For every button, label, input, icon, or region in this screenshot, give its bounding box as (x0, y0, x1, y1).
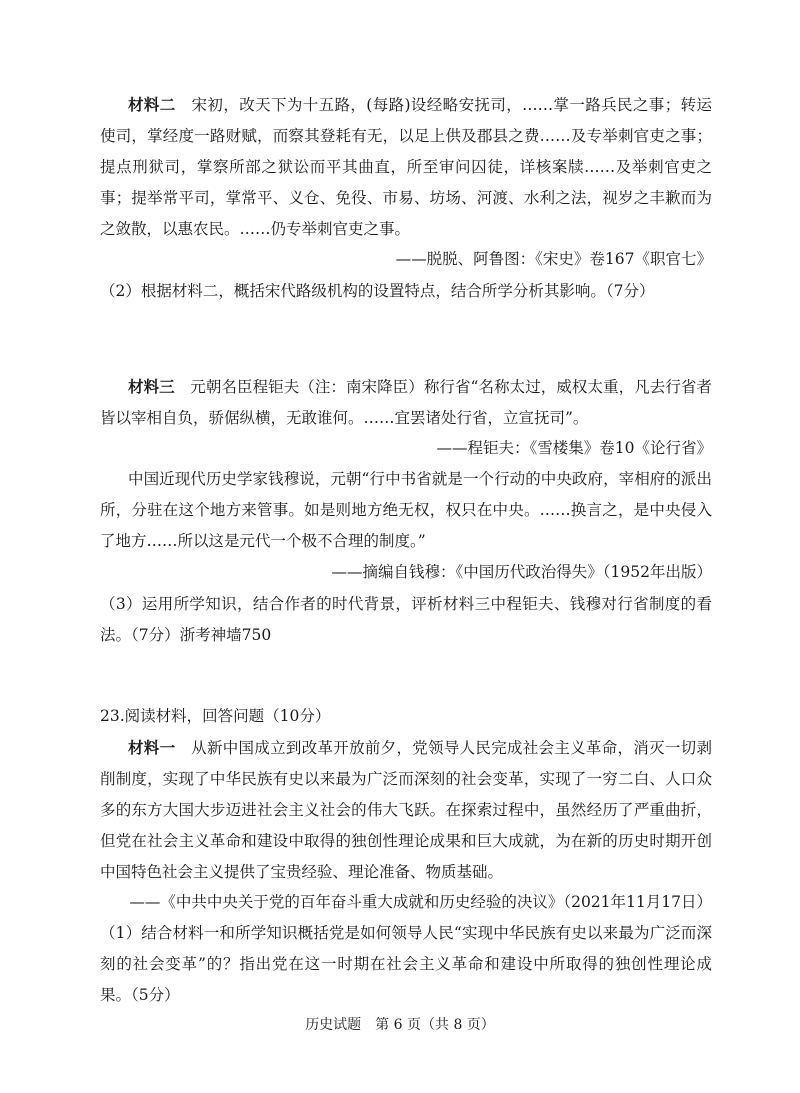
material-1-source: ——《中共中央关于党的百年奋斗重大成就和历史经验的决议》（2021年11月17日） (129, 893, 712, 911)
material-3-paragraph-2: 中国近现代历史学家钱穆说，元朝“行中书省就是一个行动的中央政府，宰相府的派出所，分驻在这个地方来管事。如是则地方绝无权，权只在中央。……换言之，是中央侵入了地方……所以这是元代一个极不合理的制度。” (100, 470, 712, 550)
material-2-text: 宋初，改天下为十五路，(每路)设经略安抚司，……掌一路兵民之事；转运使司，掌经度一路财赋，而察其登耗有无，以足上供及郡县之费……及专举刺官吏之事；提点刑狱司，掌察所部之狱讼而平其曲直，所至审问囚徒，详核案牍……及举刺官吏之事；提举常平司，掌常平、义仓、免役、市易、坊场、河渡、水利之法，视岁之丰歉而为之敛散，以惠农民。……仍专举刺官吏之事。 (100, 96, 712, 238)
question-23-1: （1）结合材料一和所学知识概括党是如何领导人民“实现中华民族有史以来最为广泛而深刻的社会变革”的？指出党在这一时期在社会主义革命和建设中所取得的独创性理论成果。（5分） (100, 924, 712, 1004)
question-2: （2）根据材料二，概括宋代路级机构的设置特点，结合所学分析其影响。（7分） (100, 282, 655, 300)
material-2-source: ——脱脱、阿鲁图：《宋史》卷167《职官七》 (395, 250, 712, 268)
material-2-label: 材料二 (128, 95, 176, 114)
question-23-heading: 23.阅读材料，回答问题（10分） (100, 707, 331, 725)
material-1-text: 从新中国成立到改革开放前夕，党领导人民完成社会主义革命，消灭一切剥削制度，实现了中华民族有史以来最为广泛而深刻的社会变革，实现了一穷二白、人口众多的东方大国大步迈进社会主义社会的伟大飞跃。在探索过程中，虽然经历了严重曲折，但党在社会主义革命和建设中取得的独创性理论成果和巨大成就，为在新的历史时期开创中国特色社会主义提供了宝贵经验、理论准备、物质基础。 (100, 739, 712, 881)
material-3-paragraph-1 (100, 371, 712, 434)
material-2-paragraph (100, 89, 712, 245)
material-3-label: 材料三 (128, 377, 175, 396)
material-1-paragraph (100, 732, 712, 888)
material-1-label: 材料一 (128, 738, 176, 757)
page-footer: 历史试题 第 6 页（共 8 页） (305, 1017, 495, 1033)
question-3: （3）运用所学知识，结合作者的时代背景，评析材料三中程钜夫、钱穆对行省制度的看法。（7分）浙考神墙750 (100, 595, 712, 644)
material-3-source-1: ——程钜夫：《雪楼集》卷10《论行省》 (436, 439, 712, 457)
material-3-source-2: ——摘编自钱穆：《中国历代政治得失》（1952年出版） (331, 563, 712, 581)
material-3-text-1: 元朝名臣程钜夫（注：南宋降臣）称行省“名称太过，威权太重，凡去行省者皆以宰相自负，骄倨纵横，无敢谁何。……宜罢诸处行省，立宣抚司”。 (100, 378, 712, 427)
